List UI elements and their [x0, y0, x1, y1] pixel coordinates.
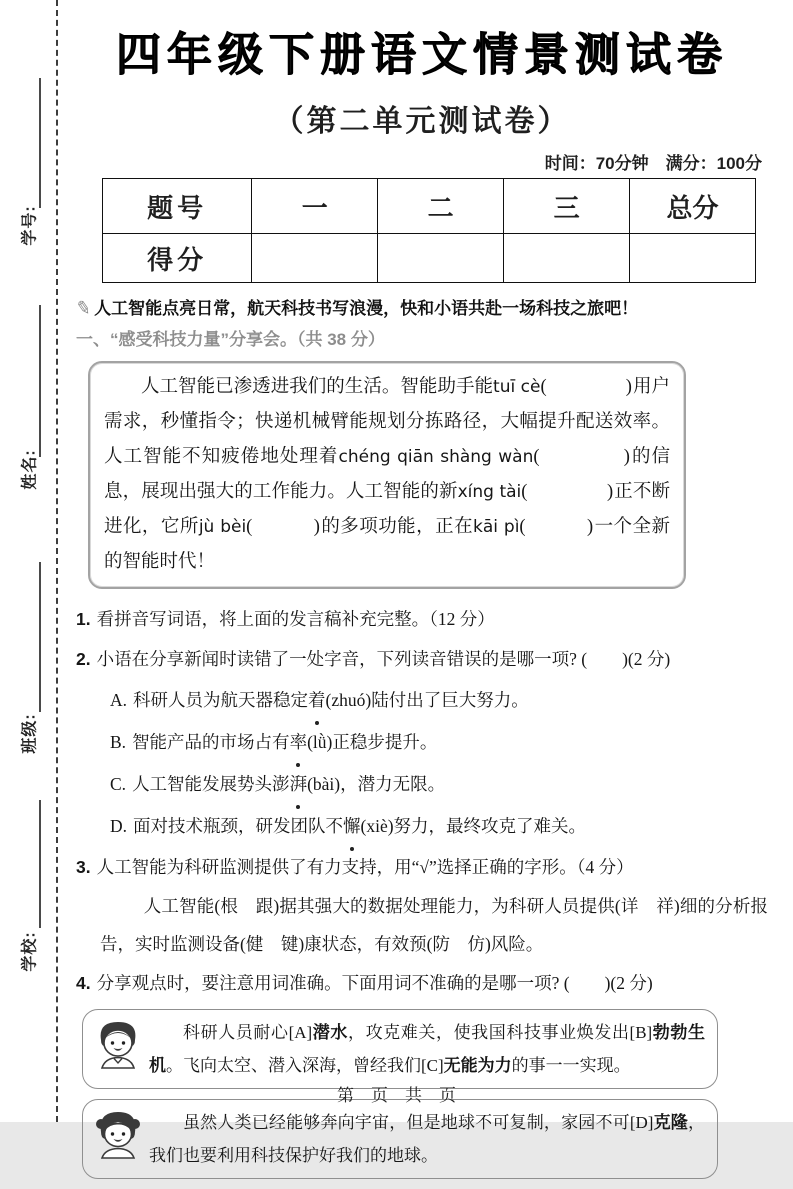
girl-avatar-icon — [95, 1108, 141, 1158]
option-a-text: (zhuó)陆付出了巨大努力。 — [325, 690, 529, 710]
pinyin-1: tuī cè — [493, 377, 541, 397]
question-2-number: 2. — [76, 649, 91, 669]
option-b-emphasized-char: 率 — [290, 721, 308, 763]
class-label: 班级: — [21, 713, 39, 754]
page-title: 四年级下册语文情景测试卷 — [115, 29, 728, 80]
passage-box — [88, 361, 686, 589]
option-d-text: 面对技术瓶颈，研发团队不 — [133, 816, 344, 836]
pinyin-blank-4: ( ) — [246, 517, 321, 537]
bubble-2-segment: 虽然人类已经能够奔向宇宙，但是地球不可复制，家园不可[D] — [183, 1113, 654, 1132]
speech-bubble-girl — [82, 1099, 718, 1179]
speech-bubble-boy — [82, 1009, 718, 1089]
question-4-text: 分享观点时，要注意用词准确。下面用词不准确的是哪一项? ( )(2 分) — [96, 973, 653, 993]
question-2 — [76, 639, 768, 679]
option-b-label: B. — [110, 732, 127, 752]
score-table-header-cell: 二 — [378, 179, 504, 234]
option-d-label: D. — [110, 816, 128, 836]
main-content — [76, 0, 768, 1189]
passage-text: 一个全新的智能时代！ — [104, 517, 670, 572]
option-a-emphasized-char: 着 — [308, 679, 326, 721]
score-table-header-cell: 一 — [252, 179, 378, 234]
question-3-paragraph: 人工智能(根 跟)据其强大的数据处理能力，为科研人员提供(详 祥)细的分析报告，实时监测设备(健 键)康状态，有效预(防 仿)风险。 — [100, 896, 768, 954]
bubble-2-text — [95, 1106, 705, 1172]
pencil-icon: ✎ — [74, 296, 93, 320]
score-empty-cell — [378, 234, 504, 283]
class-write-line — [39, 562, 41, 712]
option-d-text: (xiè)努力，最终攻克了难关。 — [360, 816, 587, 836]
question-1 — [76, 599, 768, 639]
score-table-score-row — [103, 234, 756, 283]
passage-text: 的信息，展现出强大的工作能力。人工智能的新 — [104, 447, 670, 502]
question-2-text: 小语在分享新闻时读错了一处字音，下列读音错误的是哪一项? ( )(2 分) — [96, 649, 671, 669]
page-subtitle: （第二单元测试卷） — [273, 105, 571, 138]
score-table — [102, 178, 756, 283]
pinyin-3: xíng tài — [457, 482, 522, 502]
passage-paragraph — [104, 370, 670, 580]
option-c-label: C. — [110, 774, 127, 794]
question-2-option-b — [110, 721, 768, 763]
bubble-2-word-d: 克隆 — [653, 1113, 688, 1132]
pinyin-2: chéng qiān shàng wàn — [338, 447, 534, 467]
option-b-text: (lǜ)正稳步提升。 — [307, 732, 438, 752]
option-c-emphasized-char: 湃 — [290, 763, 308, 805]
score-table-header-cell: 三 — [504, 179, 630, 234]
question-4 — [76, 963, 768, 1003]
time-score-info: 时间：70分钟 满分：100分 — [544, 154, 762, 173]
boy-avatar-icon — [95, 1018, 141, 1068]
option-d-emphasized-char: 懈 — [343, 805, 361, 847]
question-2-option-d — [110, 805, 768, 847]
intro-text: 人工智能点亮日常，航天科技书写浪漫，快和小语共赴一场科技之旅吧！ — [94, 299, 639, 318]
option-c-text: 人工智能发展势头澎 — [132, 774, 290, 794]
bubble-2-segment: ，我们也要利用科技保护好我们的地球。 — [149, 1113, 705, 1165]
option-a-label: A. — [110, 690, 128, 710]
option-a-text: 科研人员为航天器稳定 — [133, 690, 309, 710]
intro-line — [76, 295, 768, 322]
pinyin-blank-1: ( ) — [540, 377, 633, 397]
pinyin-blank-5: ( ) — [519, 517, 595, 537]
page-footer: 第 页 共 页 — [337, 1086, 456, 1105]
bubble-1-segment: 。飞向太空、潜入深海，曾经我们[C] — [166, 1056, 444, 1075]
section-one-heading: 一、“感受科技力量”分享会。（共 38 分） — [76, 330, 385, 349]
passage-text: 正不断进化，它所 — [104, 482, 670, 537]
passage-text: 的多项功能，正在 — [320, 517, 474, 537]
question-4-number: 4. — [76, 973, 91, 993]
question-3-text: 人工智能为科研监测提供了有力支持，用“√”选择正确的字形。（4 分） — [96, 857, 634, 877]
question-3 — [76, 847, 768, 887]
passage-text: 人工智能已渗透进我们的生活。智能助手能 — [141, 377, 494, 397]
student-id-label: 学号: — [21, 205, 39, 246]
score-table-header-cell: 题号 — [103, 179, 252, 234]
option-b-text: 智能产品的市场占有 — [132, 732, 290, 752]
bubble-1-word-c: 无能为力 — [443, 1056, 512, 1075]
student-id-write-line — [39, 78, 41, 208]
pinyin-blank-3: ( ) — [521, 482, 615, 502]
score-empty-cell — [252, 234, 378, 283]
bubble-1-segment: 的事一一实现。 — [511, 1056, 631, 1075]
score-table-header-row — [103, 179, 756, 234]
bubble-1-segment: 科研人员耐心[A] — [183, 1023, 313, 1042]
pinyin-5: kāi pì — [473, 517, 520, 537]
bubble-1-word-b: 勃勃生机 — [149, 1023, 705, 1075]
question-3-number: 3. — [76, 857, 91, 877]
bubble-1-text — [95, 1016, 705, 1082]
pinyin-4: jù bèi — [198, 517, 247, 537]
school-label: 学校: — [21, 931, 39, 972]
question-1-text: 看拼音写词语，将上面的发言稿补充完整。（12 分） — [96, 609, 495, 629]
score-empty-cell — [630, 234, 756, 283]
passage-text: 用户需求，秒懂指令；快递机械臂能规划分拣路径，大幅提升配送效率。人工智能不知疲倦地处理着 — [104, 377, 670, 467]
option-c-text: (bài)，潜力无限。 — [307, 774, 446, 794]
binding-dashed-line — [56, 0, 58, 1122]
question-2-option-a — [110, 679, 768, 721]
pinyin-blank-2: ( ) — [533, 447, 631, 467]
name-label: 姓名: — [21, 449, 39, 490]
question-2-option-c — [110, 763, 768, 805]
bubble-1-word-a: 潜水 — [312, 1023, 348, 1042]
score-empty-cell — [504, 234, 630, 283]
question-1-number: 1. — [76, 609, 91, 629]
score-row-label: 得分 — [103, 234, 252, 283]
bubble-1-segment: ，攻克难关，使我国科技事业焕发出[B] — [347, 1023, 653, 1042]
score-table-header-cell: 总分 — [630, 179, 756, 234]
school-write-line — [39, 800, 41, 928]
